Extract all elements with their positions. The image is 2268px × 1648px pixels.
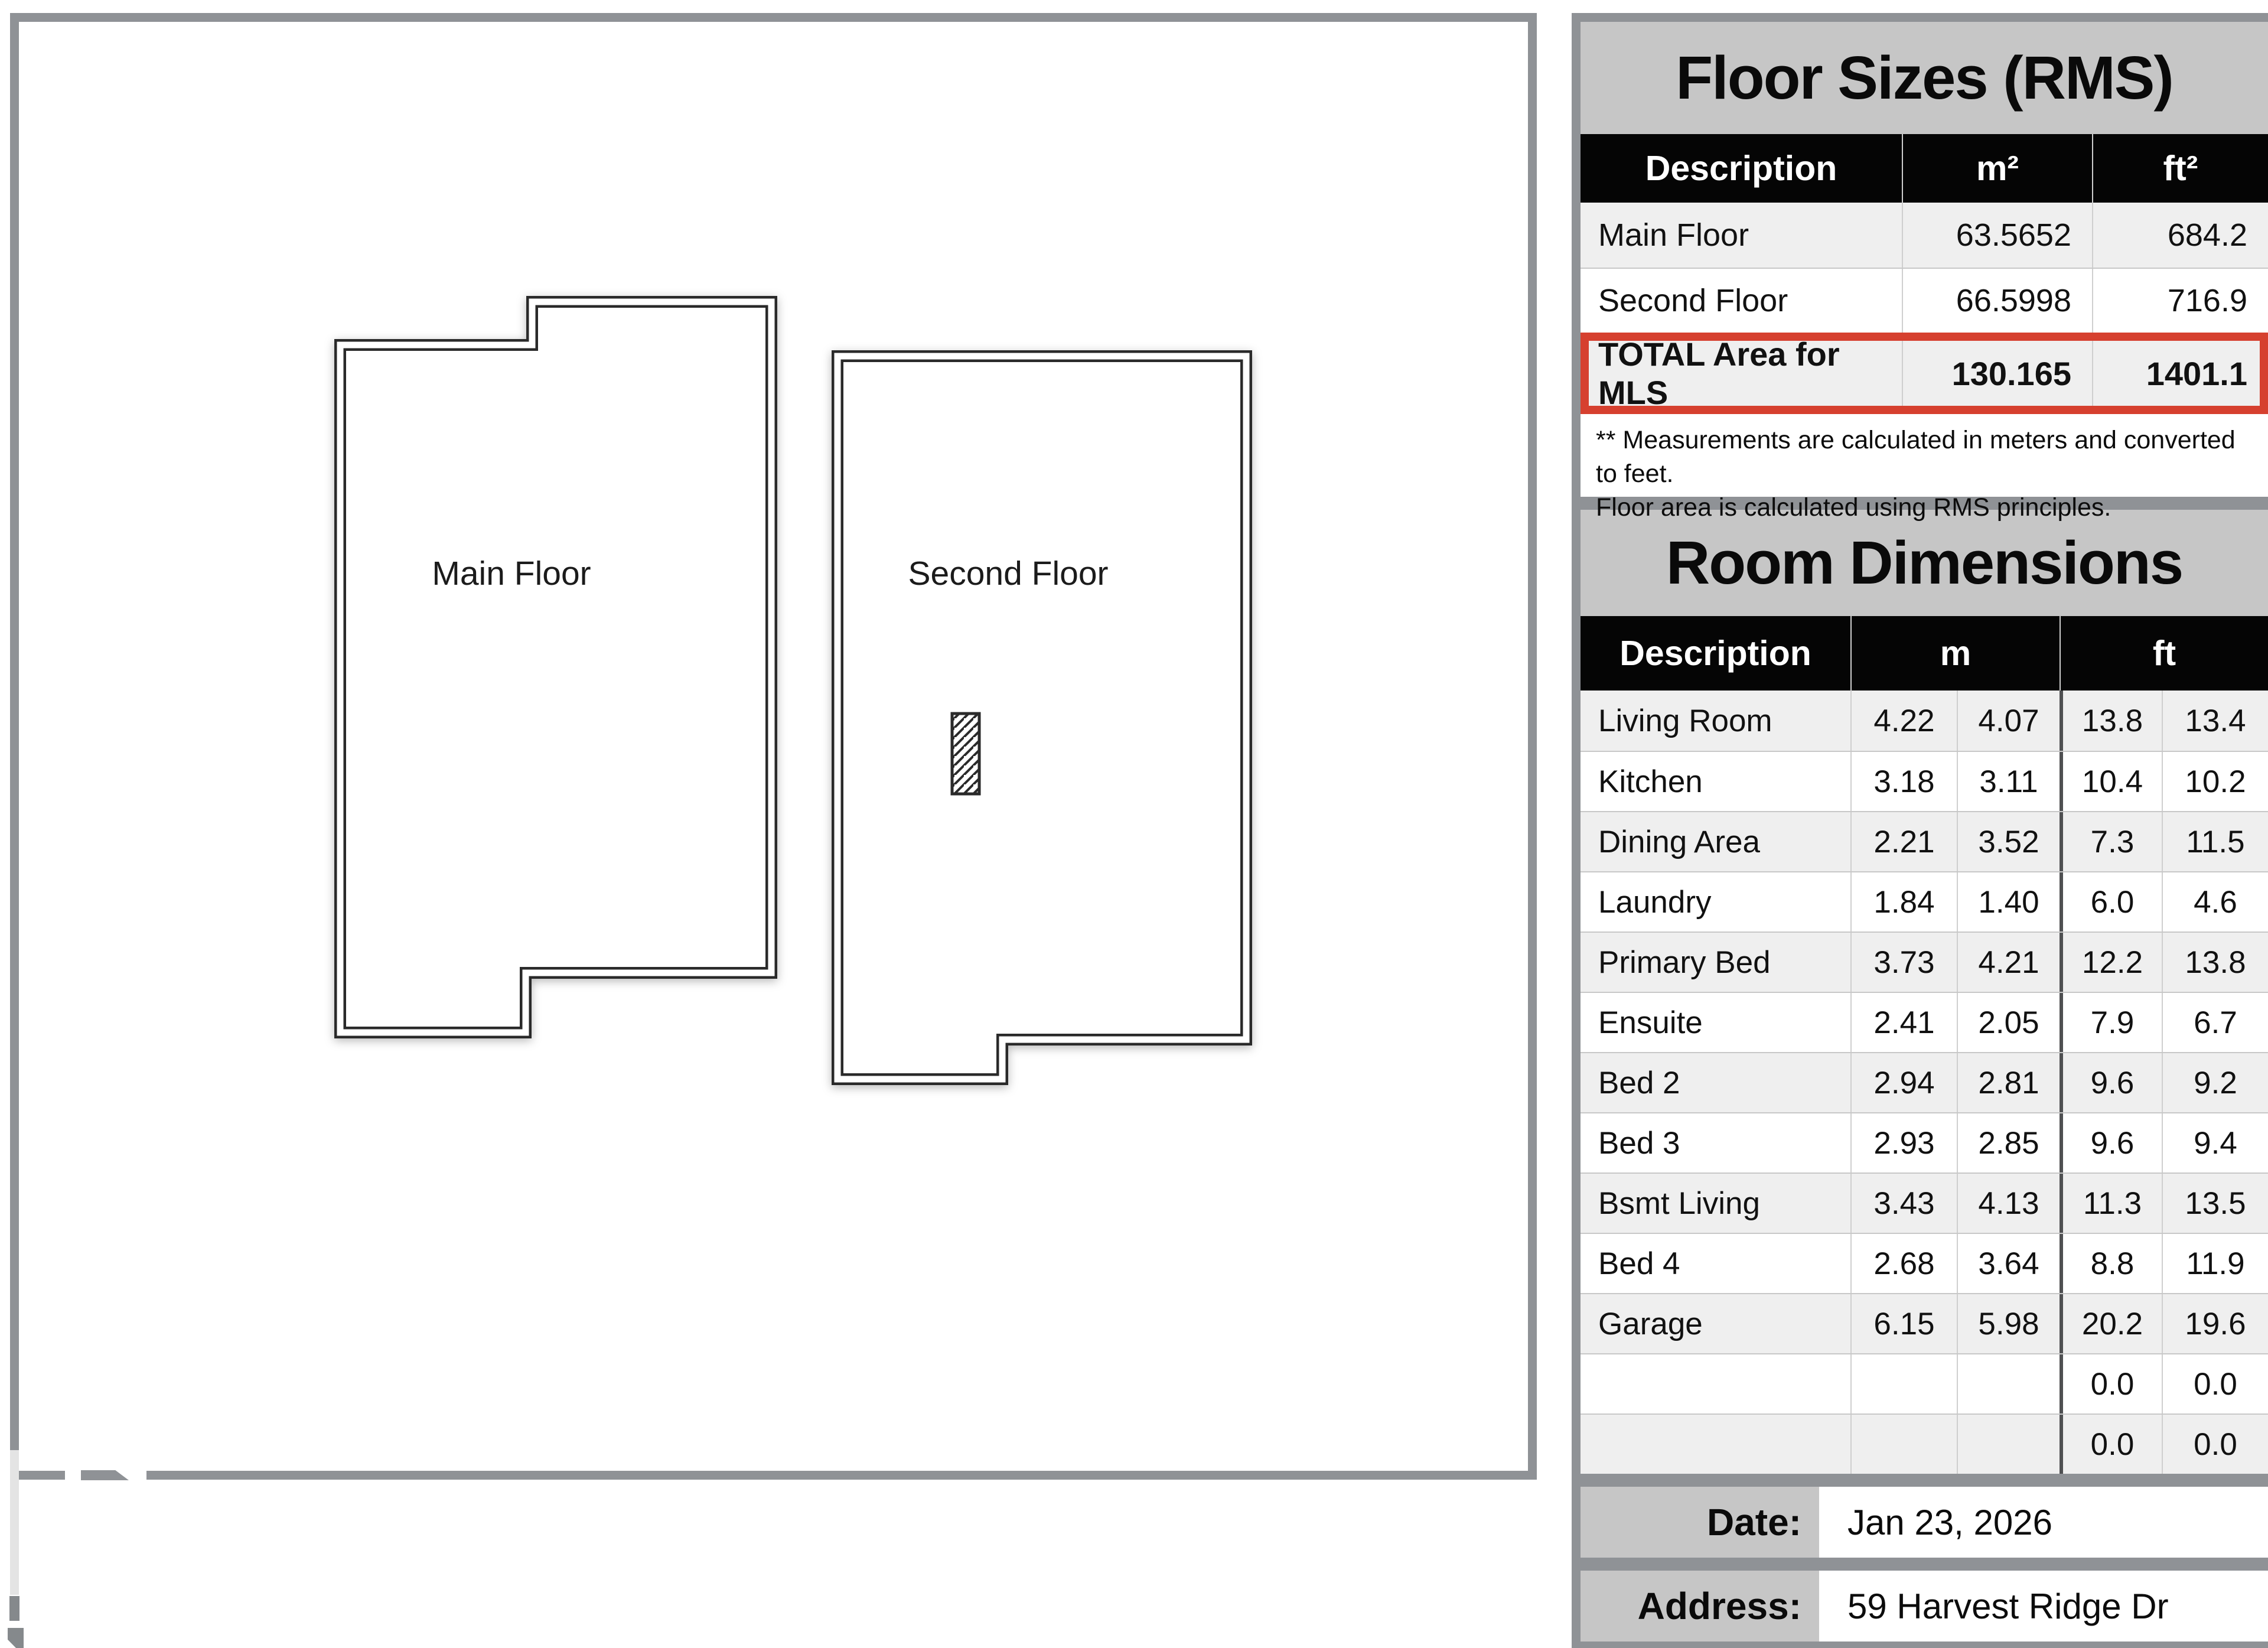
ft-width-cell: 0.0 [2060, 1354, 2162, 1413]
room-dimensions-row [1581, 992, 2268, 1052]
address-value: 59 Harvest Ridge Dr [1819, 1571, 2268, 1642]
total-label: TOTAL Area for MLS [1598, 336, 1840, 411]
description-cell: Second Floor [1598, 283, 1788, 318]
description-cell: Dining Area [1598, 824, 1761, 859]
description-cell [1581, 1354, 1850, 1413]
room-dimensions-row [1581, 811, 2268, 871]
ft-length-cell: 6.7 [2162, 993, 2268, 1052]
room-dimensions-row [1581, 1353, 2268, 1413]
m-width-cell: 1.84 [1850, 872, 1957, 932]
ft-length-cell: 13.4 [2162, 691, 2268, 751]
ft-length-cell: 11.9 [2162, 1234, 2268, 1293]
floor-plan-drawing [19, 22, 1528, 1471]
floor-sizes-section [1581, 22, 2268, 522]
description-cell: Bed 2 [1598, 1065, 1680, 1100]
second-floor-outline [838, 356, 1246, 1079]
m2-value-cell: 66.5998 [1902, 269, 2092, 333]
ft-width-cell: 9.6 [2060, 1113, 2162, 1173]
footnote-line-1: ** Measurements are calculated in meters and converted to feet. [1596, 426, 2236, 488]
description-cell: Main Floor [1598, 217, 1749, 253]
m-width-cell [1850, 1354, 1957, 1413]
room-dimensions-row [1581, 1112, 2268, 1173]
ft-length-cell: 0.0 [2162, 1354, 2268, 1413]
measurement-footnote [1581, 414, 2268, 522]
m-width-cell: 3.43 [1850, 1174, 1957, 1233]
m2-value-cell: 63.5652 [1902, 203, 2092, 268]
column-header-m2: m² [1902, 134, 2092, 203]
stair-hatch-element [952, 714, 979, 794]
ft-length-cell: 9.4 [2162, 1113, 2268, 1173]
ft-width-cell: 7.9 [2060, 993, 2162, 1052]
watermark-light-strip [10, 1450, 19, 1595]
description-cell: Bsmt Living [1598, 1185, 1760, 1221]
m-length-cell: 2.85 [1957, 1113, 2060, 1173]
room-dimensions-header-row [1581, 616, 2268, 691]
room-dimensions-body [1581, 691, 2268, 1474]
ft-width-cell: 11.3 [2060, 1174, 2162, 1233]
ft-length-cell: 0.0 [2162, 1415, 2268, 1474]
address-label: Address: [1581, 1571, 1819, 1642]
m-length-cell: 3.11 [1957, 752, 2060, 811]
floor-sizes-title: Floor Sizes (RMS) [1581, 22, 2268, 134]
m-length-cell: 1.40 [1957, 872, 2060, 932]
floor-sizes-row [1581, 268, 2268, 333]
ft-width-cell: 6.0 [2060, 872, 2162, 932]
room-dimensions-row [1581, 1233, 2268, 1293]
watermark-fragment [9, 1596, 19, 1621]
ft2-value-cell: 716.9 [2092, 269, 2268, 333]
room-dimensions-row [1581, 1173, 2268, 1233]
room-dimensions-row [1581, 691, 2268, 751]
m-width-cell: 2.41 [1850, 993, 1957, 1052]
ft-width-cell: 12.2 [2060, 933, 2162, 992]
m-width-cell [1850, 1415, 1957, 1474]
m-width-cell: 3.18 [1850, 752, 1957, 811]
ft-length-cell: 9.2 [2162, 1053, 2268, 1112]
measurement-report-panel [1572, 13, 2268, 1648]
m-length-cell [1957, 1415, 2060, 1474]
m-length-cell: 2.81 [1957, 1053, 2060, 1112]
description-cell [1581, 1415, 1850, 1474]
second-floor-label: Second Floor [908, 555, 1109, 592]
m-width-cell: 2.93 [1850, 1113, 1957, 1173]
description-cell: Bed 4 [1598, 1246, 1680, 1281]
description-cell: Living Room [1598, 703, 1772, 738]
room-dimensions-row [1581, 1293, 2268, 1353]
ft-width-cell: 9.6 [2060, 1053, 2162, 1112]
m-width-cell: 3.73 [1850, 933, 1957, 992]
column-header-description: Description [1645, 149, 1837, 188]
address-box [1581, 1571, 2268, 1642]
watermark-fragment [8, 1628, 24, 1648]
floor-sizes-body [1581, 203, 2268, 333]
description-cell: Primary Bed [1598, 944, 1771, 980]
m-width-cell: 2.21 [1850, 812, 1957, 871]
floor-plan-panel [10, 13, 1537, 1480]
room-dimensions-row [1581, 751, 2268, 811]
total-ft2-value: 1401.1 [2092, 341, 2260, 406]
description-cell: Garage [1598, 1306, 1703, 1341]
main-floor-outline [340, 302, 771, 1033]
column-header-m: m [1850, 616, 2060, 691]
m-length-cell: 4.13 [1957, 1174, 2060, 1233]
room-dimensions-row [1581, 871, 2268, 932]
m-length-cell: 4.21 [1957, 933, 2060, 992]
floor-sizes-header-row [1581, 134, 2268, 203]
m-length-cell: 3.52 [1957, 812, 2060, 871]
ft-width-cell: 8.8 [2060, 1234, 2162, 1293]
m-width-cell: 2.68 [1850, 1234, 1957, 1293]
ft-length-cell: 13.8 [2162, 933, 2268, 992]
description-cell: Ensuite [1598, 1005, 1703, 1040]
ft-width-cell: 0.0 [2060, 1415, 2162, 1474]
m-width-cell: 6.15 [1850, 1294, 1957, 1353]
m-length-cell: 3.64 [1957, 1234, 2060, 1293]
footnote-line-2: Floor area is calculated using RMS principles. [1596, 493, 2111, 522]
description-cell: Laundry [1598, 884, 1712, 920]
ft-width-cell: 13.8 [2060, 691, 2162, 751]
room-dimensions-row [1581, 1052, 2268, 1112]
ft-length-cell: 4.6 [2162, 872, 2268, 932]
room-dimensions-title: Room Dimensions [1581, 510, 2268, 616]
m-width-cell: 2.94 [1850, 1053, 1957, 1112]
floor-sizes-row [1581, 203, 2268, 268]
m-length-cell: 2.05 [1957, 993, 2060, 1052]
m-length-cell: 4.07 [1957, 691, 2060, 751]
date-label: Date: [1581, 1487, 1819, 1558]
ft-length-cell: 11.5 [2162, 812, 2268, 871]
ft-width-cell: 7.3 [2060, 812, 2162, 871]
ft-length-cell: 19.6 [2162, 1294, 2268, 1353]
ft2-value-cell: 684.2 [2092, 203, 2268, 268]
description-cell: Kitchen [1598, 764, 1703, 799]
total-area-row [1581, 333, 2268, 414]
total-m2-value: 130.165 [1902, 341, 2092, 406]
m-length-cell [1957, 1354, 2060, 1413]
main-floor-label: Main Floor [432, 555, 591, 592]
date-value: Jan 23, 2026 [1819, 1487, 2268, 1558]
room-dimensions-row [1581, 1413, 2268, 1474]
ft-length-cell: 13.5 [2162, 1174, 2268, 1233]
column-header-description: Description [1619, 634, 1811, 673]
m-length-cell: 5.98 [1957, 1294, 2060, 1353]
m-width-cell: 4.22 [1850, 691, 1957, 751]
room-dimensions-row [1581, 932, 2268, 992]
ft-width-cell: 10.4 [2060, 752, 2162, 811]
date-box [1581, 1487, 2268, 1558]
description-cell: Bed 3 [1598, 1125, 1680, 1161]
column-header-ft2: ft² [2092, 134, 2268, 203]
ft-width-cell: 20.2 [2060, 1294, 2162, 1353]
room-dimensions-section [1581, 510, 2268, 1474]
watermark-gap [65, 1470, 82, 1480]
column-header-ft: ft [2060, 616, 2268, 691]
ft-length-cell: 10.2 [2162, 752, 2268, 811]
